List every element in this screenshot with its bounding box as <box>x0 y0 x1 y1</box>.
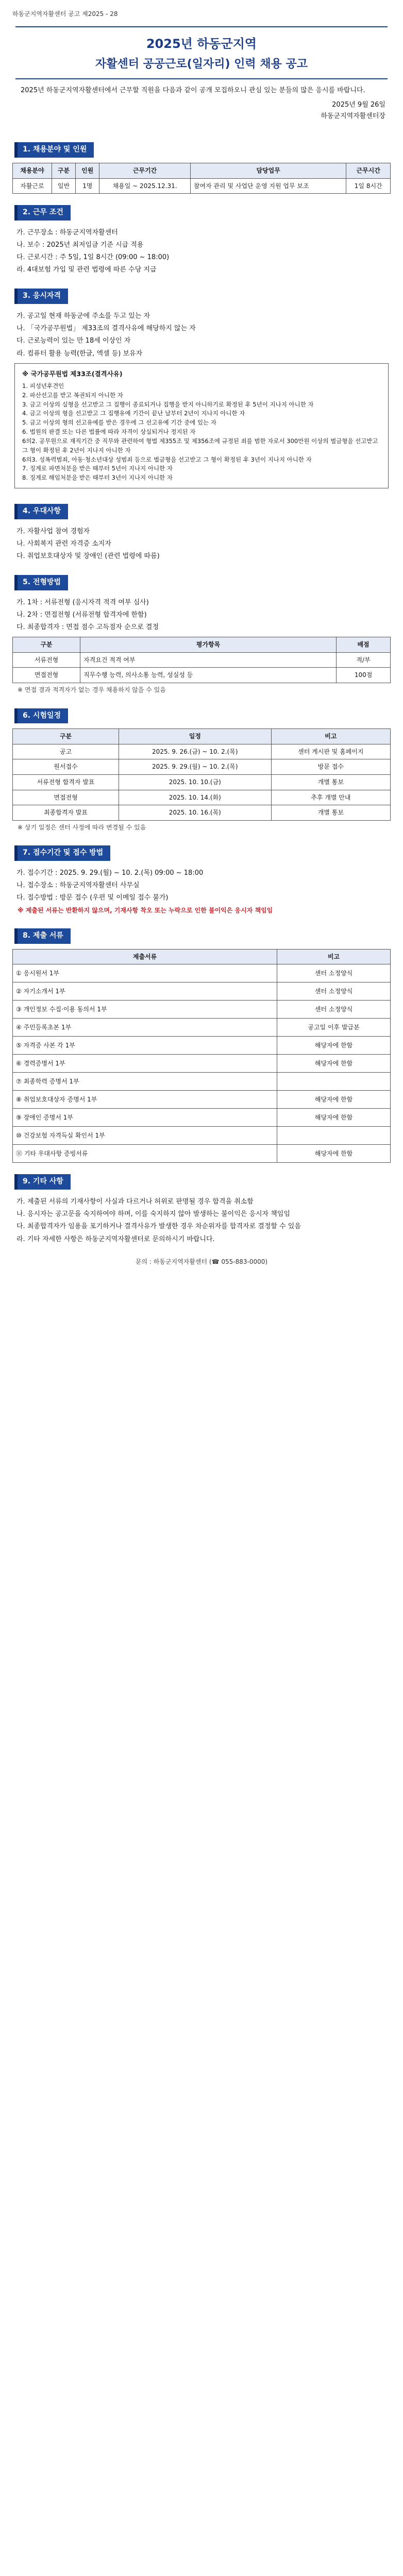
table-row <box>13 982 391 1001</box>
section3-title: 3. 응시자격 <box>14 289 68 304</box>
application-info <box>12 868 391 903</box>
table-cell: 직무수행 능력, 의사소통 능력, 성실성 등 <box>80 668 337 683</box>
table-row <box>13 652 391 668</box>
table-cell <box>277 1127 391 1145</box>
table-cell: 센터 소정양식 <box>277 964 391 982</box>
table-cell: ⑤ 자격증 사본 각 1부 <box>13 1037 277 1055</box>
list-item: 다. 근로능력이 있는 만 18세 이상인 자 <box>16 337 131 345</box>
table-row <box>13 1145 391 1163</box>
table-cell: 서류전형 <box>13 652 80 668</box>
table-cell <box>277 1073 391 1091</box>
list-item: 나. 접수장소 : 하동군지역자활센터 사무실 <box>16 882 140 890</box>
section7-title: 7. 접수기간 및 접수 방법 <box>14 845 110 861</box>
table-header: 평가항목 <box>80 637 337 653</box>
table-cell: ⑥ 경력증명서 1부 <box>13 1055 277 1073</box>
table-cell: 2025. 10. 14.(화) <box>119 790 271 805</box>
list-item: 가. 제출된 서류의 기재사항이 사실과 다르거나 허위로 판명될 경우 합격을 취소함 <box>16 1198 254 1206</box>
list-item: 다. 최종합격자가 임용을 포기하거나 결격사유가 발생한 경우 차순위자를 합격자로 결정할 수 있음 <box>16 1223 301 1231</box>
list-item: 가. 근무장소 : 하동군지역자활센터 <box>16 228 118 236</box>
table-row <box>13 178 391 194</box>
table-row <box>13 1109 391 1127</box>
table-cell: 추후 개별 안내 <box>271 790 390 805</box>
section2-title: 2. 근무 조건 <box>14 205 71 221</box>
preferences <box>12 527 391 562</box>
section1-title: 1. 채용분야 및 인원 <box>14 142 94 158</box>
application-note: ※ 제출된 서류는 반환하지 않으며, 기재사항 착오 또는 누락으로 인한 불이익은 응시자 책임임 <box>18 906 273 914</box>
list-item: 다. 근로시간 : 주 5일, 1일 8시간 (09:00 ~ 18:00) <box>16 253 170 262</box>
table-row <box>13 775 391 790</box>
table-row <box>13 1001 391 1019</box>
table-cell: ⑦ 최종학력 증명서 1부 <box>13 1073 277 1091</box>
box-item: 1. 피성년후견인 <box>22 382 64 390</box>
date-org-block <box>18 100 385 122</box>
list-item: 나. 2차 : 면접전형 (서류전형 합격자에 한함) <box>16 611 147 619</box>
table-header: 구분 <box>52 163 75 178</box>
box-item: 6의3. 성폭력범죄, 아동·청소년대상 성범죄 등으로 벌금형을 선고받고 그 형이 확정된 후 3년이 지나지 아니한 자 <box>22 455 312 463</box>
table-row <box>13 805 391 821</box>
table-cell: 100점 <box>337 668 391 683</box>
table-row <box>13 1091 391 1109</box>
recruitment-table <box>12 163 391 194</box>
table-row <box>13 744 391 759</box>
table-cell: 해당자에 한함 <box>277 1055 391 1073</box>
table-cell: 개별 통보 <box>271 775 390 790</box>
list-item: 나. 사회복지 관련 자격증 소지자 <box>16 539 111 548</box>
organization-name: 하동군지역자활센터장 <box>321 112 385 121</box>
list-item: 나. 「국가공무원법」 제33조의 결격사유에 해당하지 않는 자 <box>16 325 196 333</box>
table-row <box>13 759 391 775</box>
table-cell: 적/부 <box>337 652 391 668</box>
table-row <box>13 1073 391 1091</box>
announcement-date: 2025년 9월 26일 <box>332 101 385 109</box>
table-cell: 개별 통보 <box>271 805 390 821</box>
list-item: 나. 응시자는 공고문을 숙지하여야 하며, 이를 숙지하지 않아 발생하는 불이익은 응시자 책임임 <box>16 1210 290 1218</box>
table-cell: 2025. 9. 26.(금) ~ 10. 2.(목) <box>119 744 271 759</box>
box-item: 8. 징계로 해임처분을 받은 때부터 3년이 지나지 아니한 자 <box>22 474 173 482</box>
table-header: 비고 <box>277 949 391 964</box>
table-header: 일정 <box>119 729 271 744</box>
table-row <box>13 1019 391 1037</box>
table-cell: 해당자에 한함 <box>277 1109 391 1127</box>
table-cell: 센터 게시판 및 홈페이지 <box>271 744 390 759</box>
table-row <box>13 1055 391 1073</box>
title-box <box>15 26 388 79</box>
table-header: 근무시간 <box>346 163 391 178</box>
list-item: 나. 보수 : 2025년 최저임금 기준 시급 적용 <box>16 241 144 249</box>
table-header: 비고 <box>271 729 390 744</box>
contact-info: 문의 : 하동군지역자활센터 (☎ 055-883-0000) <box>135 1258 268 1265</box>
box-title: ※ 국가공무원법 제33조(결격사유) <box>22 369 123 378</box>
list-item: 다. 접수방법 : 방문 접수 (우편 및 이메일 접수 불가) <box>16 894 169 902</box>
table-cell: 1일 8시간 <box>346 178 391 194</box>
selection-note: ※ 면접 결과 적격자가 없는 경우 채용하지 않을 수 있음 <box>18 686 166 693</box>
table-cell: 일반 <box>52 178 75 194</box>
table-cell: 센터 소정양식 <box>277 982 391 1001</box>
table-cell: 방문 접수 <box>271 759 390 775</box>
intro-text: 2025년 하동군지역자활센터에서 근무할 직원을 다음과 같이 공개 모집하오니 관심 있는 분들의 많은 응시를 바랍니다. <box>21 86 365 94</box>
box-item: 4. 금고 이상의 형을 선고받고 그 집행유예 기간이 끝난 날부터 2년이 지나지 아니한 자 <box>22 410 245 417</box>
disqualification-box <box>14 363 389 488</box>
table-cell: 채용일 ~ 2025.12.31. <box>99 178 190 194</box>
table-row <box>13 668 391 683</box>
table-header: 인원 <box>76 163 99 178</box>
table-cell: 공고일 이후 발급분 <box>277 1019 391 1037</box>
table-cell: 1명 <box>76 178 99 194</box>
table-cell: 해당자에 한함 <box>277 1145 391 1163</box>
table-row <box>13 1037 391 1055</box>
list-item: 가. 접수기간 : 2025. 9. 29.(월) ~ 10. 2.(목) 09:00 ~ 18:00 <box>16 869 204 877</box>
table-cell: 자활근로 <box>13 178 52 194</box>
section4-title: 4. 우대사항 <box>14 504 68 519</box>
list-item: 다. 취업보호대상자 및 장애인 (관련 법령에 따름) <box>16 552 160 560</box>
table-header: 구분 <box>13 637 80 653</box>
list-item: 가. 1차 : 서류전형 (응시자격 적격 여부 심사) <box>16 598 149 606</box>
table-cell: 참여자 관리 및 사업단 운영 지원 업무 보조 <box>190 178 346 194</box>
box-item: 6. 법원의 판결 또는 다른 법률에 따라 자격이 상실되거나 정지된 자 <box>22 428 196 436</box>
schedule-table <box>12 728 391 821</box>
table-row <box>13 964 391 982</box>
box-item: 3. 금고 이상의 실형을 선고받고 그 집행이 종료되거나 집행을 받지 아니하기로 확정된 후 5년이 지나지 아니한 자 <box>22 400 314 408</box>
qualifications <box>12 311 391 359</box>
section8-title: 8. 제출 서류 <box>14 928 71 944</box>
table-cell: 면접전형 <box>13 668 80 683</box>
box-item: 5. 금고 이상의 형의 선고유예를 받은 경우에 그 선고유예 기간 중에 있는 자 <box>22 419 216 427</box>
table-header: 구분 <box>13 729 119 744</box>
table-cell: 면접전형 <box>13 790 119 805</box>
table-cell: 원서접수 <box>13 759 119 775</box>
table-cell: 서류전형 합격자 발표 <box>13 775 119 790</box>
other-matters <box>12 1197 391 1245</box>
list-item: 라. 컴퓨터 활용 능력(한글, 엑셀 등) 보유자 <box>16 349 143 358</box>
section6-title: 6. 시험일정 <box>14 708 68 724</box>
box-item: 7. 징계로 파면처분을 받은 때부터 5년이 지나지 아니한 자 <box>22 465 173 472</box>
work-conditions <box>12 228 391 276</box>
title-line2: 자활센터 공공근로(일자리) 인력 채용 공고 <box>95 57 308 71</box>
section5-title: 5. 전형방법 <box>14 575 68 590</box>
table-cell: ⑩ 건강보험 자격득실 확인서 1부 <box>13 1127 277 1145</box>
list-item: 가. 공고일 현재 하동군에 주소를 두고 있는 자 <box>16 312 150 320</box>
table-header: 근무기간 <box>99 163 190 178</box>
table-row <box>13 790 391 805</box>
table-cell: 센터 소정양식 <box>277 1001 391 1019</box>
documents-table <box>12 949 391 1163</box>
table-header: 배점 <box>337 637 391 653</box>
table-cell: 공고 <box>13 744 119 759</box>
table-cell: 해당자에 한함 <box>277 1037 391 1055</box>
schedule-note: ※ 상기 일정은 센터 사정에 따라 변경될 수 있음 <box>18 823 146 831</box>
list-item: 가. 자활사업 참여 경험자 <box>16 527 90 535</box>
table-cell: 2025. 10. 16.(목) <box>119 805 271 821</box>
box-item: 2. 파산선고를 받고 복권되지 아니한 자 <box>22 391 123 399</box>
table-cell: ③ 개인정보 수집·이용 동의서 1부 <box>13 1001 277 1019</box>
table-cell: ⑧ 취업보호대상자 증명서 1부 <box>13 1091 277 1109</box>
evaluation-table <box>12 637 391 683</box>
table-row <box>13 1127 391 1145</box>
table-header: 채용분야 <box>13 163 52 178</box>
table-header: 제출서류 <box>13 949 277 964</box>
table-header: 담당업무 <box>190 163 346 178</box>
table-cell: ① 응시원서 1부 <box>13 964 277 982</box>
table-cell: 2025. 10. 10.(금) <box>119 775 271 790</box>
list-item: 라. 4대보험 가입 및 관련 법령에 따른 수당 지급 <box>16 266 157 274</box>
table-cell: 해당자에 한함 <box>277 1091 391 1109</box>
list-item: 라. 기타 자세한 사항은 하동군지역자활센터로 문의하시기 바랍니다. <box>16 1235 215 1243</box>
table-cell: ④ 주민등록초본 1부 <box>13 1019 277 1037</box>
notice-number: 하동군지역자활센터 공고 제2025 - 28 <box>12 10 118 18</box>
title-line1: 2025년 하동군지역 <box>146 36 257 51</box>
section9-title: 9. 기타 사항 <box>14 1174 71 1190</box>
box-item: 6의2. 공무원으로 재직기간 중 직무와 관련하여 형법 제355조 및 제356조에 규정된 죄를 범한 자로서 300만원 이상의 벌금형을 선고받고 그 형이 확정된 후 2년이 지나지 아니한 자 <box>22 437 378 454</box>
table-cell: ⑪ 기타 우대사항 증빙서류 <box>13 1145 277 1163</box>
table-cell: 최종합격자 발표 <box>13 805 119 821</box>
table-cell: 자격요건 적격 여부 <box>80 652 337 668</box>
list-item: 다. 최종합격자 : 면접 점수 고득점자 순으로 결정 <box>16 623 159 632</box>
selection-method <box>12 598 391 633</box>
table-cell: 2025. 9. 29.(월) ~ 10. 2.(목) <box>119 759 271 775</box>
table-cell: ② 자기소개서 1부 <box>13 982 277 1001</box>
table-cell: ⑨ 장애인 증명서 1부 <box>13 1109 277 1127</box>
